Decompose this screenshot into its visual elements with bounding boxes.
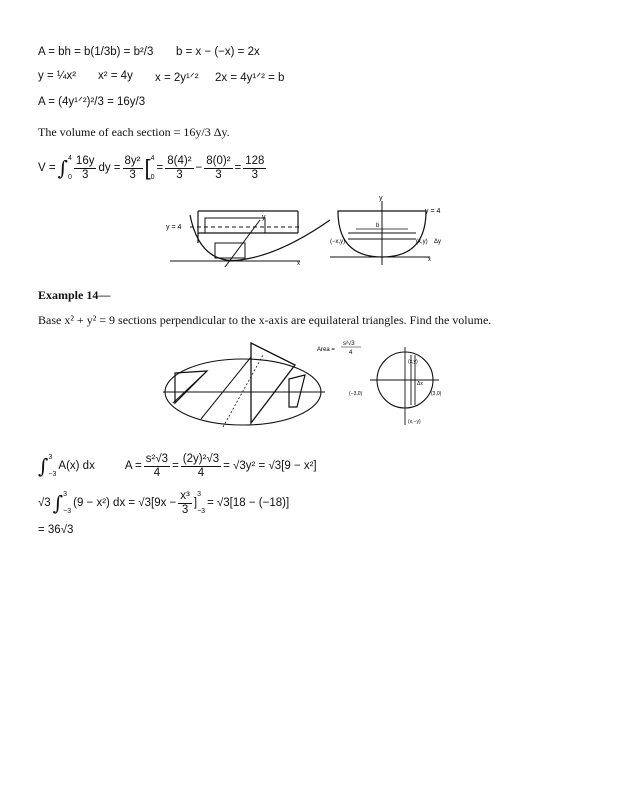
frac-den: 3 [251,168,259,181]
upper-limit: 3 [48,454,53,461]
bracket-close: ] [193,497,198,509]
equals: = [156,162,164,174]
frac-8-0sq [204,155,232,182]
frac-2y-sq [181,453,221,480]
frac-den: 4 [197,466,205,479]
frac-den: 3 [181,503,189,516]
frac-den: 3 [129,168,136,181]
area-in-y: A = (4y¹ᐟ²)²/3 = 16y/3 [38,96,146,108]
label-x-right: x [428,257,431,263]
lower-limit: −3 [63,508,72,515]
root3-coef: √3 [38,497,51,509]
eval-upper: 3 [197,491,201,498]
frac-num: 128 [245,154,265,167]
a-eq: A = [124,460,142,472]
eq-x-2y: x = 2y¹ᐟ² [155,72,199,84]
eq-2x-b: 2x = 4y¹ᐟ² = b [215,72,285,84]
label-pos3: (3,0) [431,391,442,397]
frac-16y-3 [74,155,97,182]
frac-num: (2y)²√3 [182,452,220,465]
eval-limits [151,154,155,182]
frac-num: 8y² [124,154,141,167]
area-den: 4 [349,350,353,356]
frac-num: 16y [75,154,95,167]
integral-limits [63,490,71,516]
bracket-left: [ [144,155,151,180]
base-formula: b = x − (−x) = 2x [176,46,260,58]
antiderivative-start: (9 − x²) dx = √3[9x − [73,497,177,509]
frac-den: 4 [153,466,161,479]
integrand: A(x) dx [58,460,95,472]
frac-den: 3 [176,168,183,181]
integral-sign: ∫ [57,156,69,180]
label-pos-xy: (x,y) [416,239,428,245]
area-formula: A = bh = b(1/3b) = b²/3 [38,46,154,58]
eval-lower: 0 [150,174,155,181]
area-num: s²√3 [343,341,355,347]
v-lhs: V = [38,162,56,174]
frac-128-3 [243,155,266,182]
integral-limits [48,453,56,479]
integral-sign: ∫ [52,491,64,515]
label-x: x [297,261,300,267]
figure-parabola-solid [160,195,460,270]
frac-den: 3 [81,168,89,181]
label-neg-xy: (−x,y) [330,239,346,245]
label-b: b [376,223,380,229]
label-xy-bot: (x,−y) [408,419,421,425]
eq-x2-4y: x² = 4y [98,70,133,82]
volume-eval-line [38,485,289,521]
label-y: y [262,214,266,221]
final-answer: = 36√3 [38,524,74,536]
area-formula-line [38,46,153,58]
label-neg3: (−3,0) [349,391,363,397]
lower-limit: −3 [48,471,57,478]
dy-eq: dy = [98,162,121,174]
integral-sign: ∫ [38,454,49,478]
eval-lower: −3 [197,508,206,515]
label-dy: Δy [434,239,442,245]
integral-limits [68,154,72,182]
upper-limit: 3 [63,491,68,498]
equals: = [234,162,242,174]
label-y4: y = 4 [166,224,182,231]
upper-limit: 4 [68,155,72,162]
lower-limit: 0 [68,174,72,181]
eq-y-quarter-x2: y = ¼x² [38,70,77,82]
eval-upper: 4 [150,155,155,162]
label-y4-right: y = 4 [425,208,441,215]
label-y-right: y [379,195,383,202]
area-integral-line [38,450,317,482]
volume-integral [38,148,266,188]
area-label: Area = [317,347,335,353]
volume-sentence: The volume of each section = 16y/3 Δy. [38,125,230,139]
frac-8-4sq [165,155,193,182]
frac-num: x³ [180,489,190,502]
label-xy-top: (x,y) [408,359,418,365]
frac-den: 3 [215,168,222,181]
equals: = [172,460,179,472]
frac-x3-3 [178,490,192,517]
label-dx: Δx [417,381,423,387]
minus: − [195,162,203,174]
evaluated-result: = √3[18 − (−18)] [207,497,290,509]
area-simplified: = √3y² = √3[9 − x²] [223,460,317,472]
frac-num: s²√3 [145,452,169,465]
eval-limits [197,490,205,516]
example-problem: Base x² + y² = 9 sections perpendicular to the x-axis are equilateral triangles. Find the volume. [38,313,492,327]
frac-num: 8(4)² [167,154,192,167]
frac-num: 8(0)² [206,154,231,167]
frac-s2-root3 [144,453,170,480]
frac-8y2-3 [123,155,143,182]
example-heading: Example 14— [38,288,111,302]
figure-disk-triangles [165,335,440,435]
